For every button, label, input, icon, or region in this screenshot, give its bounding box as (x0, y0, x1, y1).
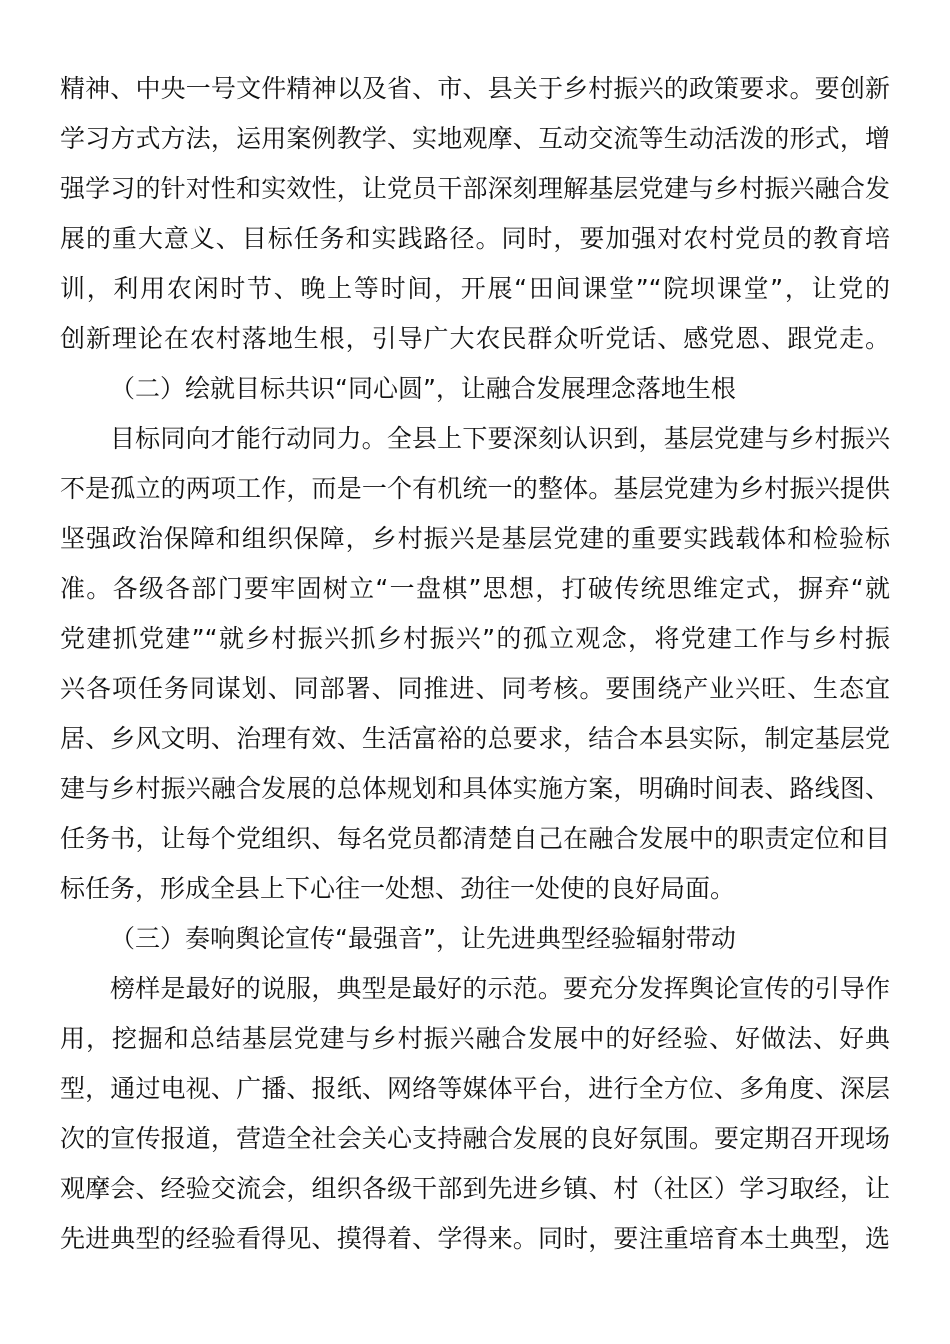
paragraph-line: 用，挖掘和总结基层党建与乡村振兴融合发展中的好经验、好做法、好典 (60, 1024, 890, 1053)
paragraph-line: 兴各项任务同谋划、同部署、同推进、同考核。要围绕产业兴旺、生态宜 (60, 674, 890, 703)
paragraph-line: 居、乡风文明、治理有效、生活富裕的总要求，结合本县实际，制定基层党 (60, 724, 890, 753)
paragraph-first-line: 目标同向才能行动同力。全县上下要深刻认识到，基层党建与乡村振兴 (110, 424, 890, 453)
paragraph-line: 次的宣传报道，营造全社会关心支持融合发展的良好氛围。要定期召开现场 (60, 1124, 890, 1153)
section-heading: （二）绘就目标共识“同心圆”，让融合发展理念落地生根 (110, 374, 736, 403)
paragraph-line: 坚强政治保障和组织保障，乡村振兴是基层党建的重要实践载体和检验标 (60, 524, 890, 553)
paragraph-line: 学习方式方法，运用案例教学、实地观摩、互动交流等生动活泼的形式，增 (60, 124, 890, 153)
paragraph-line: 准。各级各部门要牢固树立“一盘棋”思想，打破传统思维定式，摒弃“就 (60, 574, 890, 603)
paragraph-line: 先进典型的经验看得见、摸得着、学得来。同时，要注重培育本土典型，选 (60, 1224, 890, 1253)
paragraph-line: 建与乡村振兴融合发展的总体规划和具体实施方案，明确时间表、路线图、 (60, 774, 890, 803)
paragraph-line: 训，利用农闲时节、晚上等时间，开展“田间课堂”“院坝课堂”，让党的 (60, 274, 890, 303)
paragraph-line: 党建抓党建”“就乡村振兴抓乡村振兴”的孤立观念，将党建工作与乡村振 (60, 624, 890, 653)
paragraph-line: 展的重大意义、目标任务和实践路径。同时，要加强对农村党员的教育培 (60, 224, 890, 253)
paragraph-line: 任务书，让每个党组织、每名党员都清楚自己在融合发展中的职责定位和目 (60, 824, 890, 853)
paragraph-line: 型，通过电视、广播、报纸、网络等媒体平台，进行全方位、多角度、深层 (60, 1074, 890, 1103)
paragraph-line: 观摩会、经验交流会，组织各级干部到先进乡镇、村（社区）学习取经，让 (60, 1174, 890, 1203)
paragraph-last-line: 标任务，形成全县上下心往一处想、劲往一处使的良好局面。 (60, 874, 736, 903)
paragraph-line: 精神、中央一号文件精神以及省、市、县关于乡村振兴的政策要求。要创新 (60, 74, 890, 103)
section-heading: （三）奏响舆论宣传“最强音”，让先进典型经验辐射带动 (110, 924, 736, 953)
paragraph-line: 不是孤立的两项工作，而是一个有机统一的整体。基层党建为乡村振兴提供 (60, 474, 890, 503)
paragraph-line: 创新理论在农村落地生根，引导广大农民群众听党话、感党恩、跟党走。 (60, 324, 890, 353)
paragraph-first-line: 榜样是最好的说服，典型是最好的示范。要充分发挥舆论宣传的引导作 (110, 974, 890, 1003)
paragraph-line: 强学习的针对性和实效性，让党员干部深刻理解基层党建与乡村振兴融合发 (60, 174, 890, 203)
